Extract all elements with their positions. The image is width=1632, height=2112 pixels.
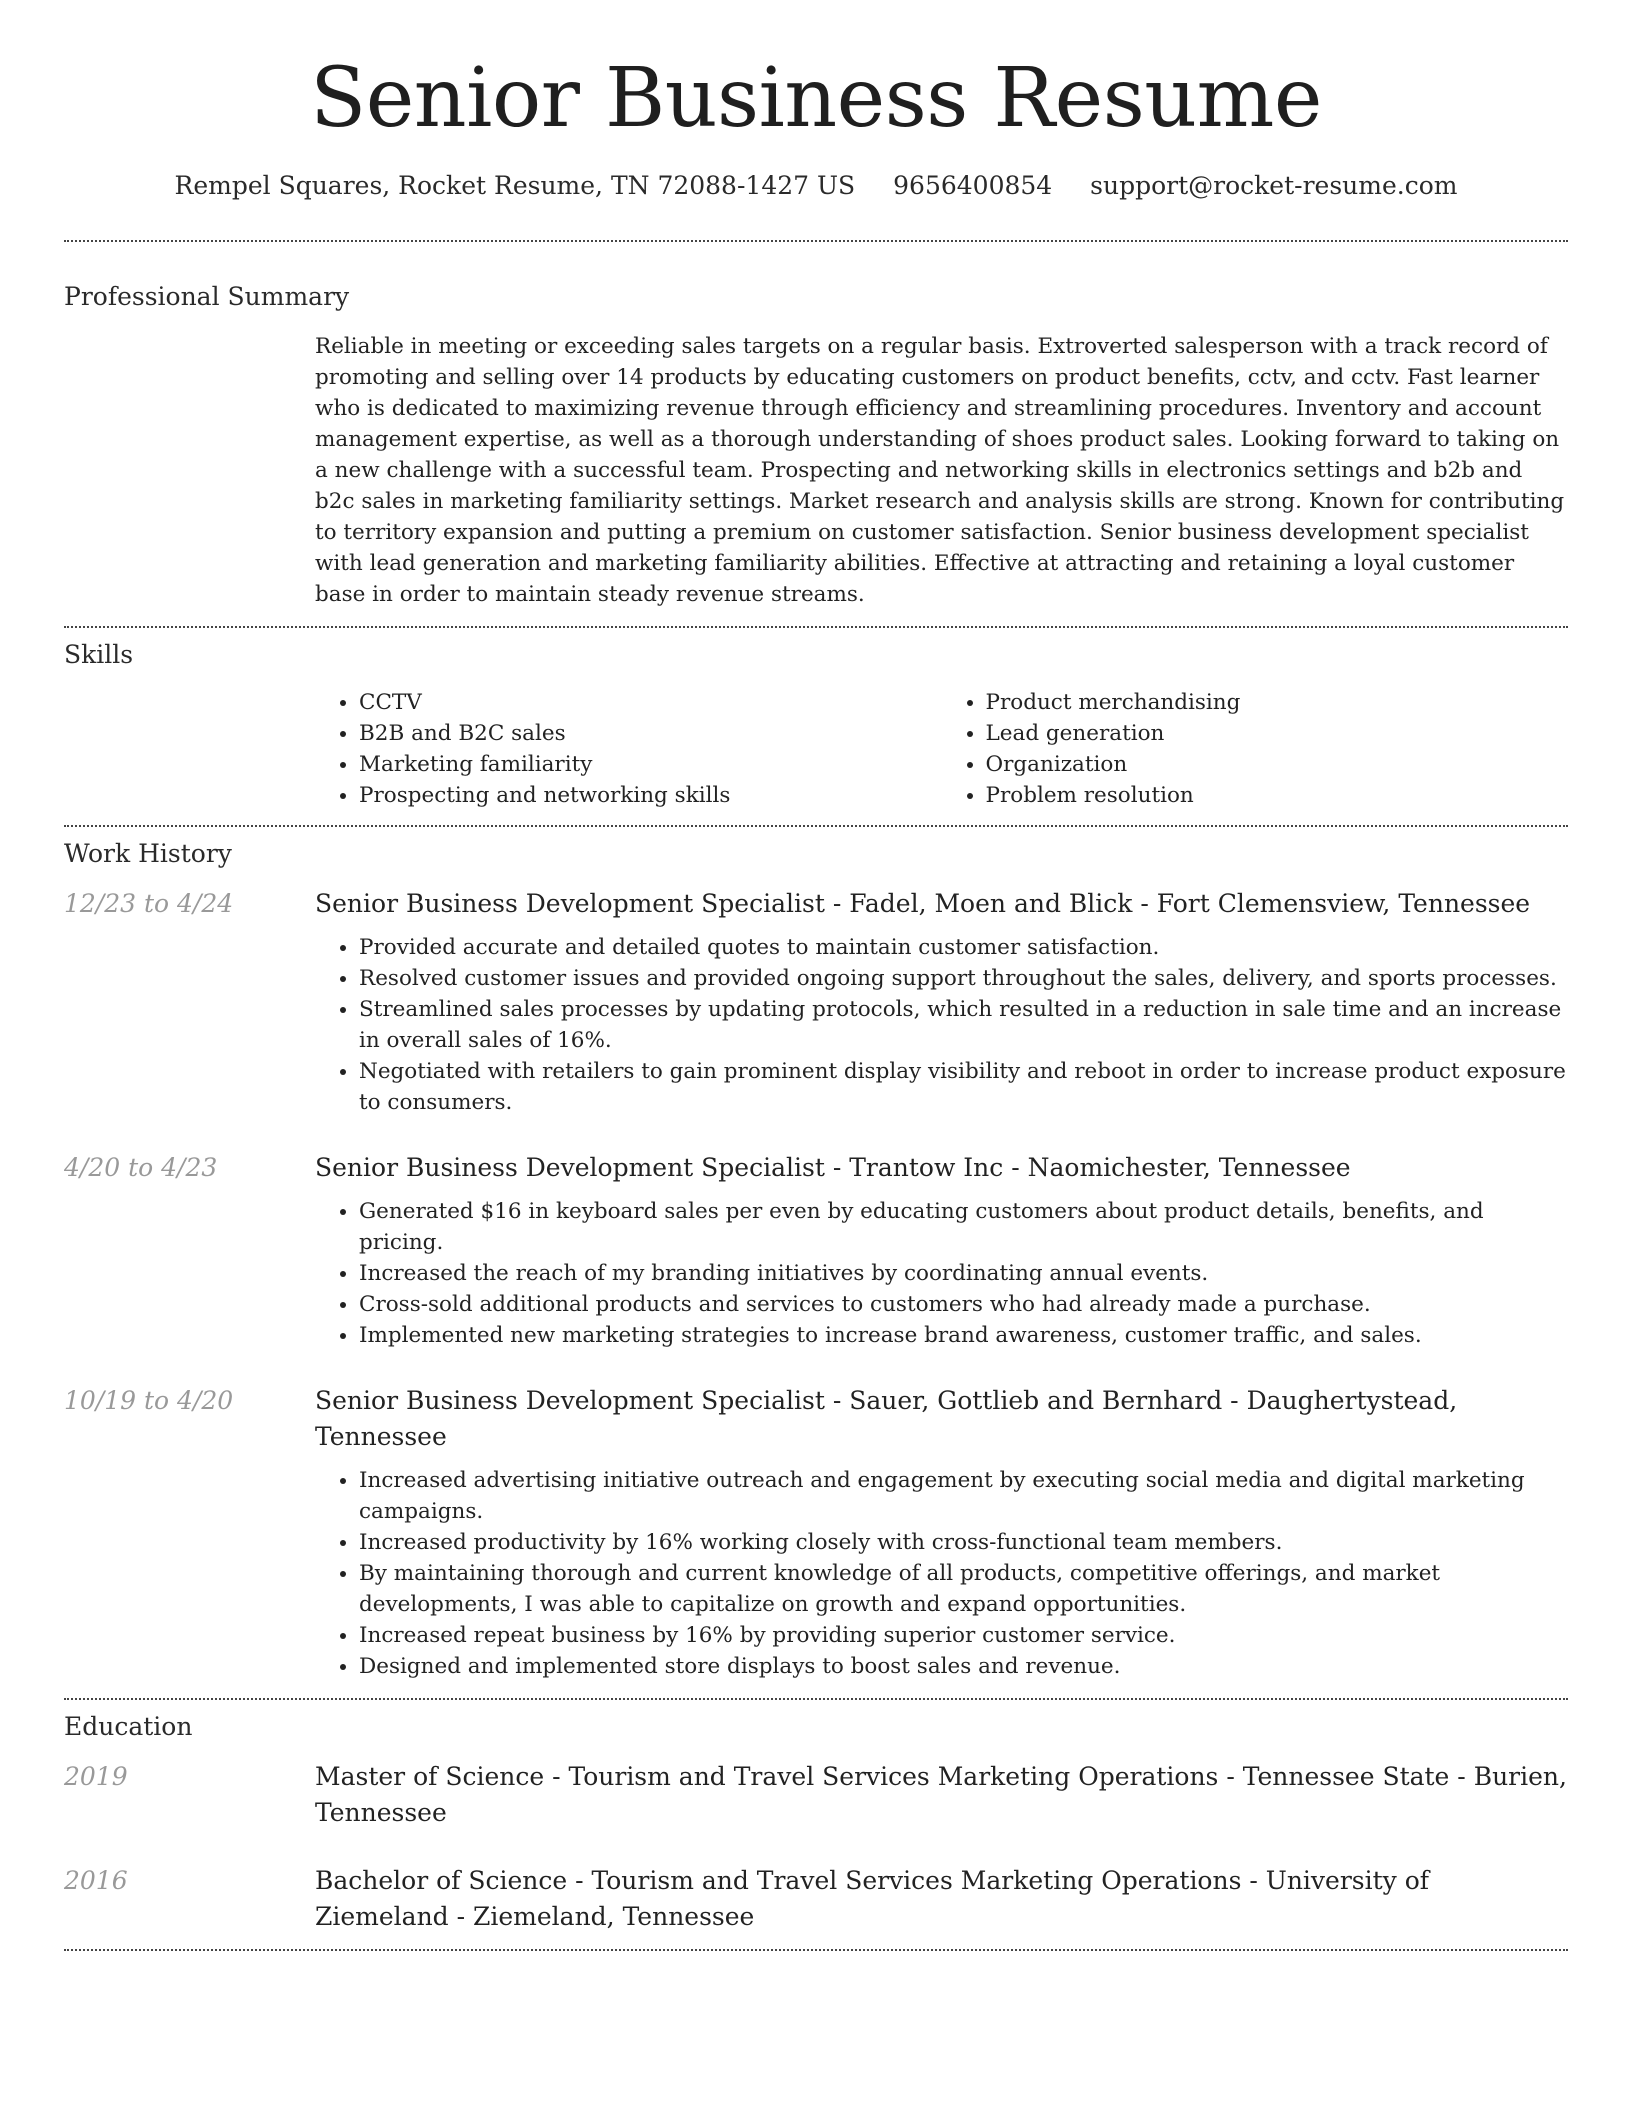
skills-column-2: [942, 687, 1569, 811]
job-bullet: • By maintaining thorough and current knowledge of all products, competitive offerings, and market developments, I was able to capitalize on growth and expand opportunities.: [359, 1558, 1568, 1620]
job-entry: [64, 868, 1568, 1118]
summary-left: [64, 311, 315, 626]
contact-phone: 9656400854: [893, 171, 1053, 200]
education-entry: [64, 1831, 1568, 1949]
job-title: [315, 886, 1568, 922]
contact-email: support@rocket-resume.com: [1090, 171, 1458, 200]
summary-text: Reliable in meeting or exceeding sales targets on a regular basis. Extroverted salesperson with a track record of promoting and selling over 14 products by educating customers on product benefits, cctv, and cctv. Fast learner who is dedicated to maximizing revenue through efficiency and streamlining procedures. Inventory and account management expertise, as well as a thorough understanding of shoes product sales. Looking forward to taking on a new challenge with a successful team. Prospecting and networking skills in electronics settings and b2b and b2c sales in marketing familiarity settings. Market research and analysis skills are strong. Known for contributing to territory expansion and putting a premium on customer satisfaction. Senior business development specialist with lead generation and marketing familiarity abilities. Effective at attracting and retaining a loyal customer base in order to maintain steady revenue streams.: [315, 334, 1565, 607]
section-title-summary: Professional Summary: [64, 282, 350, 311]
skill-item: • Organization: [986, 749, 1569, 780]
education-school: - Tennessee State - Burien, Tennessee: [315, 1762, 1567, 1827]
job-bullet: • Designed and implemented store displays to boost sales and revenue.: [359, 1651, 1568, 1682]
resume-page: [64, 0, 1568, 1951]
work-history-section: [64, 827, 1568, 1698]
skill-item: • Product merchandising: [986, 687, 1569, 718]
education-body: [315, 1759, 1568, 1831]
contact-address: Rempel Squares, Rocket Resume, TN 72088-1427 US: [174, 171, 856, 200]
job-role: Senior Business Development Specialist: [315, 1153, 825, 1182]
job-bullet: • Streamlined sales processes by updating protocols, which resulted in a reduction in sale time and an increase in overall sales of 16%.: [359, 994, 1568, 1056]
job-bullets: [315, 1465, 1568, 1682]
resume-name: Senior Business Resume: [310, 51, 1322, 146]
job-dates: 4/20 to 4/23: [64, 1153, 218, 1182]
skill-item: • B2B and B2C sales: [359, 718, 942, 749]
job-title: [315, 1383, 1568, 1455]
divider: [64, 1949, 1568, 1951]
job-bullet: • Provided accurate and detailed quotes to maintain customer satisfaction.: [359, 932, 1568, 963]
job-role: Senior Business Development Specialist: [315, 889, 825, 918]
contact-line: [64, 171, 1568, 207]
skill-item: • Prospecting and networking skills: [359, 780, 942, 811]
skills-column-1: [315, 687, 942, 811]
education-year: 2019: [64, 1762, 128, 1791]
job-role: Senior Business Development Specialist: [315, 1386, 825, 1415]
education-body: [315, 1863, 1568, 1935]
job-bullet: • Resolved customer issues and provided ongoing support throughout the sales, delivery, and sports processes.: [359, 963, 1568, 994]
summary-right: [315, 311, 1568, 626]
job-entry: [64, 1351, 1568, 1698]
job-company: - Fadel, Moen and Blick - Fort Clemensview, Tennessee: [824, 889, 1531, 918]
education-entry: [64, 1741, 1568, 1831]
job-bullet: • Negotiated with retailers to gain prominent display visibility and reboot in order to increase product exposure to consumers.: [359, 1056, 1568, 1118]
education-year: 2016: [64, 1866, 128, 1895]
job-bullet: • Increased productivity by 16% working closely with cross-functional team members.: [359, 1527, 1568, 1558]
job-body: [315, 1150, 1568, 1351]
summary-section: [64, 242, 1568, 626]
section-title-work: Work History: [64, 839, 232, 868]
skill-item: • CCTV: [359, 687, 942, 718]
job-bullet: • Increased the reach of my branding initiatives by coordinating annual events.: [359, 1258, 1568, 1289]
skills-right: [315, 669, 1568, 825]
skill-item: • Lead generation: [986, 718, 1569, 749]
education-degree: Bachelor of Science - Tourism and Travel Services Marketing Operations: [315, 1866, 1242, 1895]
job-title: [315, 1150, 1568, 1186]
job-bullet: • Cross-sold additional products and services to customers who had already made a purchase.: [359, 1289, 1568, 1320]
job-body: [315, 886, 1568, 1118]
job-bullet: • Increased repeat business by 16% by providing superior customer service.: [359, 1620, 1568, 1651]
job-bullet: • Generated $16 in keyboard sales per even by educating customers about product details, benefits, and pricing.: [359, 1196, 1568, 1258]
job-dates: 12/23 to 4/24: [64, 889, 234, 918]
skill-item: • Problem resolution: [986, 780, 1569, 811]
section-title-education: Education: [64, 1712, 193, 1741]
job-bullets: [315, 1196, 1568, 1351]
skill-item: • Marketing familiarity: [359, 749, 942, 780]
job-body: [315, 1383, 1568, 1682]
skills-row: [64, 669, 1568, 825]
education-school: - University of Ziemeland - Ziemeland, Tennessee: [315, 1866, 1430, 1931]
education-title: [315, 1863, 1568, 1935]
job-entry: [64, 1118, 1568, 1351]
job-bullet: • Implemented new marketing strategies to increase brand awareness, customer traffic, and sales.: [359, 1320, 1568, 1351]
job-company: - Trantow Inc - Naomichester, Tennessee: [824, 1153, 1351, 1182]
skills-left: [64, 669, 315, 825]
job-dates: 10/19 to 4/20: [64, 1386, 234, 1415]
section-title-skills: Skills: [64, 640, 134, 669]
job-bullets: [315, 932, 1568, 1118]
skills-section: [64, 628, 1568, 825]
education-section: [64, 1700, 1568, 1949]
skills-lists: [315, 669, 1568, 825]
education-title: [315, 1759, 1568, 1831]
job-company: - Sauer, Gottlieb and Bernhard - Daughertystead, Tennessee: [315, 1386, 1458, 1451]
education-degree: Master of Science - Tourism and Travel Services Marketing Operations: [315, 1762, 1219, 1791]
job-bullet: • Increased advertising initiative outreach and engagement by executing social media and digital marketing campaigns.: [359, 1465, 1568, 1527]
summary-row: [64, 311, 1568, 626]
